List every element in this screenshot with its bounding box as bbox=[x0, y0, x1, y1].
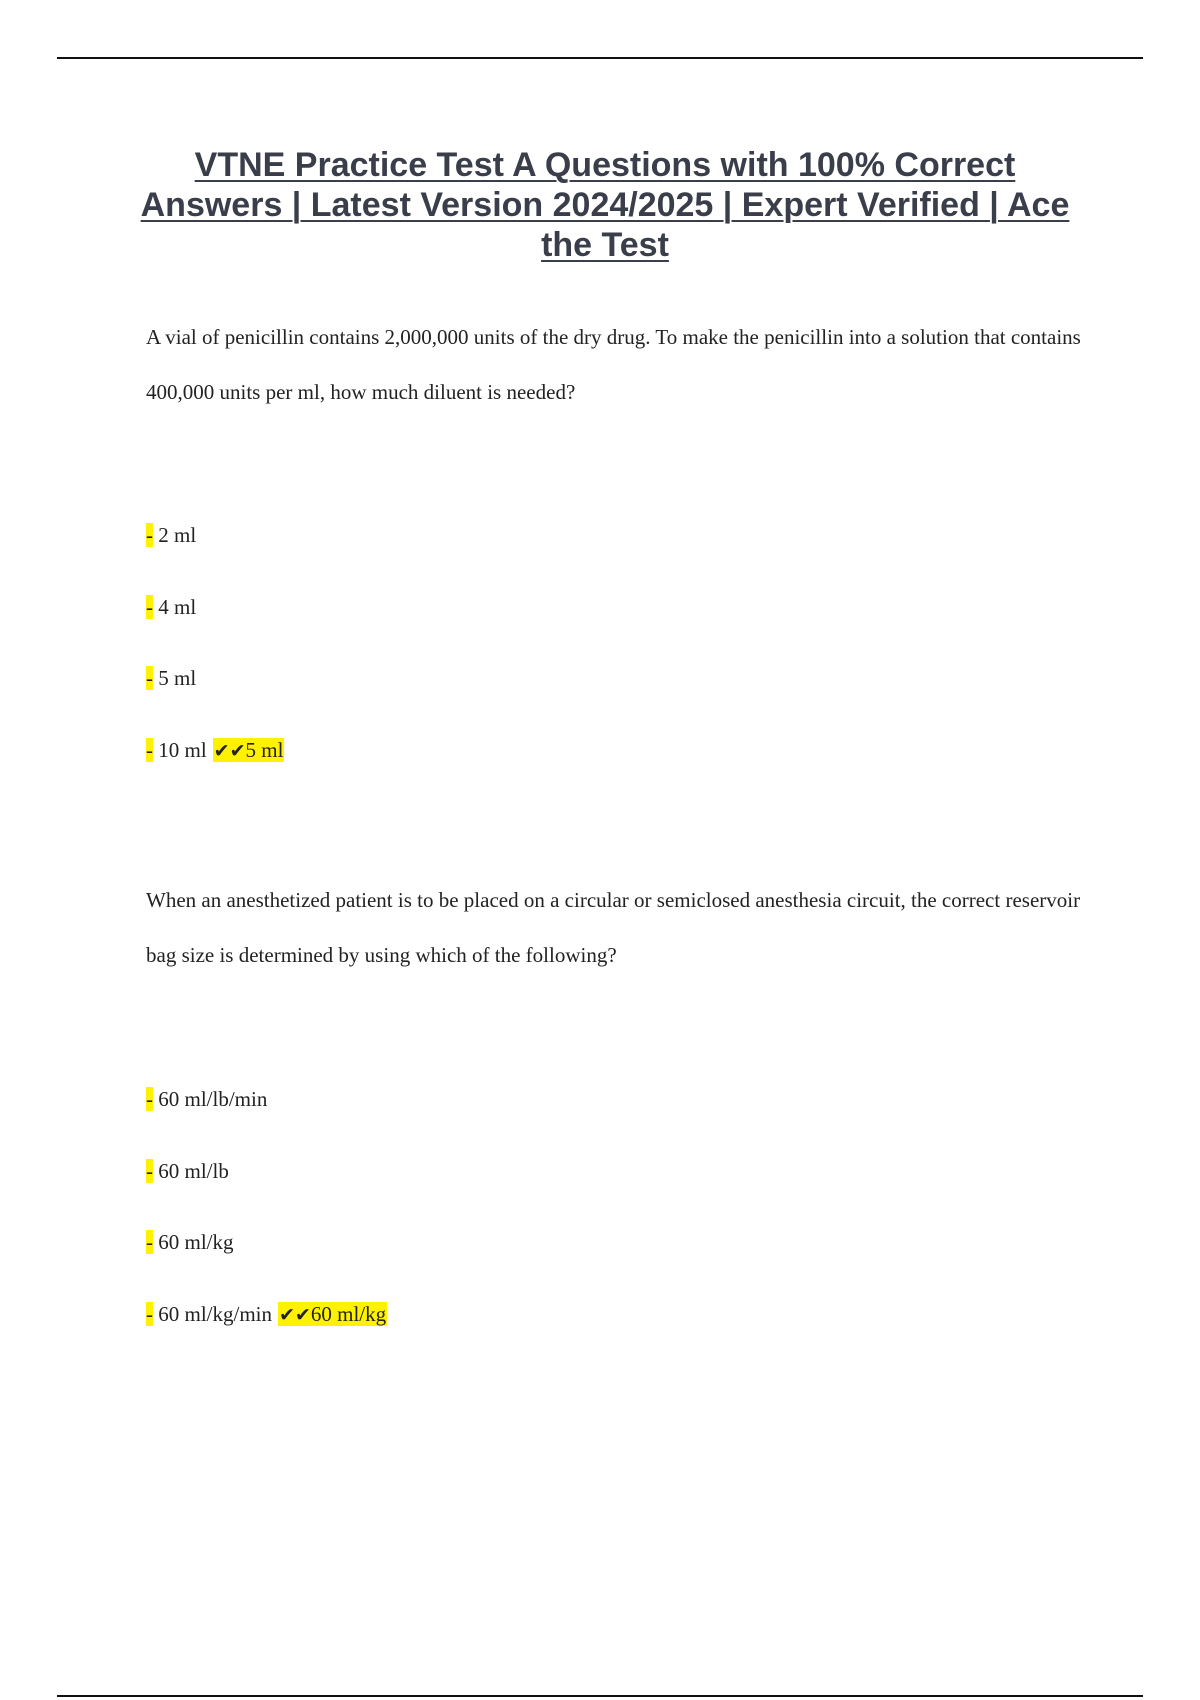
option-marker: - bbox=[146, 595, 153, 619]
option-marker: - bbox=[146, 666, 153, 690]
option-text: 60 ml/lb bbox=[153, 1159, 229, 1183]
option-marker: - bbox=[146, 1230, 153, 1254]
option-text: 60 ml/kg/min bbox=[153, 1302, 273, 1326]
option-text: 60 ml/kg bbox=[153, 1230, 234, 1254]
question-2-option-2 bbox=[146, 1156, 229, 1186]
option-marker: - bbox=[146, 738, 153, 762]
question-2-option-4 bbox=[146, 1299, 387, 1330]
option-marker: - bbox=[146, 1159, 153, 1183]
top-rule bbox=[57, 57, 1143, 59]
question-1-option-1 bbox=[146, 520, 196, 550]
option-text: 60 ml/lb/min bbox=[153, 1087, 268, 1111]
option-marker: - bbox=[146, 1302, 153, 1326]
correct-answer-text: 5 ml bbox=[245, 738, 284, 762]
checkmark-icon: ✔✔ bbox=[279, 1304, 311, 1326]
document-title: VTNE Practice Test A Questions with 100% Correct Answers | Latest Version 2024/2025 | Expert Verified | Ace the Test bbox=[140, 146, 1070, 264]
question-1-text: A vial of penicillin contains 2,000,000 units of the dry drug. To make the penicillin into a solution that contains 400,000 units per ml, how much diluent is needed? bbox=[146, 325, 1081, 404]
question-1-option-4 bbox=[146, 735, 284, 766]
correct-answer-highlight bbox=[278, 1302, 387, 1326]
question-2-text: When an anesthetized patient is to be placed on a circular or semiclosed anesthesia circuit, the correct reservoir bag size is determined by using which of the following? bbox=[146, 888, 1081, 967]
option-text: 4 ml bbox=[153, 595, 197, 619]
checkmark-icon: ✔✔ bbox=[213, 740, 246, 762]
correct-answer-text: 60 ml/kg bbox=[310, 1302, 387, 1326]
bottom-rule bbox=[57, 1695, 1143, 1697]
option-text: 2 ml bbox=[153, 523, 197, 547]
question-1-option-2 bbox=[146, 592, 196, 622]
option-text: 10 ml bbox=[153, 738, 207, 762]
question-1-option-3 bbox=[146, 663, 196, 693]
correct-answer-highlight bbox=[213, 738, 285, 762]
option-marker: - bbox=[146, 523, 153, 547]
option-marker: - bbox=[146, 1087, 153, 1111]
question-2-option-3 bbox=[146, 1227, 234, 1257]
question-2-option-1 bbox=[146, 1084, 267, 1114]
option-text: 5 ml bbox=[153, 666, 197, 690]
